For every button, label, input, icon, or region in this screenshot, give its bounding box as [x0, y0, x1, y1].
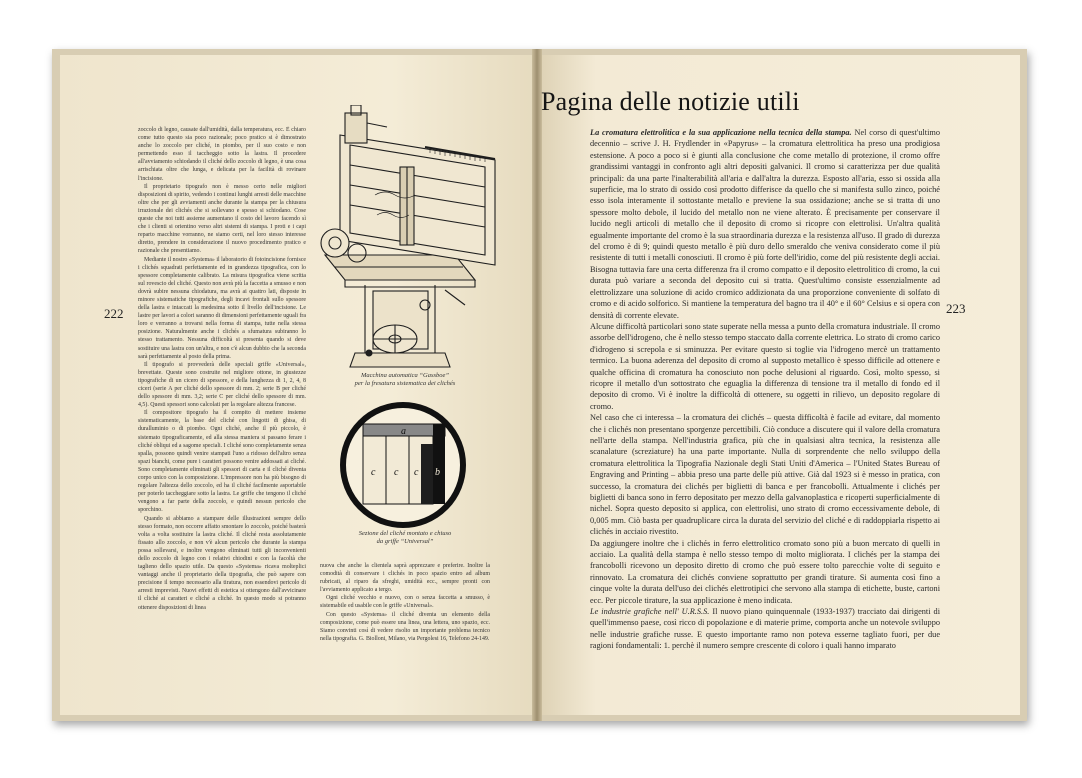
- label-c-2: c: [394, 467, 399, 478]
- page-number-left: 222: [104, 306, 124, 321]
- caption-line: da griffe “Universal”: [376, 538, 434, 545]
- paragraph: Ogni cliché vecchio e nuovo, con o senza faccetta a smusso, è sistemabile ed usabile con le griffe «Universal».: [320, 595, 490, 610]
- article-body: Nel caso che ci interessa – la cromatura dei clichés – questa difficoltà è facile ad evitare, dal momento che i clichés non presentano sporgenze percettibili. Ciò conduce a discutere qui il valore della cromatura nell'arte della stampa. Nell'industria grafica, più che in qualsiasi altra tecnica, la resistenza alle scanalature (screziature) ha una parte importante. Nulla di sorprendente che nello sviluppo della cromatura elettrolitica la Tipografia Nazionale degli Stati Uniti d'America – l'United States Bureau of Engraving and Printing – abbia preso una parte delle più attive. Già dal 1923 si è messo in pratica, con successo, la cromatura dei clichés per biglietti di banca e per francobolli. Attualmente i clichés per biglietti di banca sono in ferro depositato per mezzo della galvanoplastica e ricoperti superficialmente di nichel. Sopra questo deposito si applica, con elettrolisi, uno strato di cromo eccessivamente debole, di 0,005 mm. Ciò basta per quadruplicare circa la durata del servizio del cliché e di raddoppiarla rispetto ai clichés in acciaio rivestito.: [590, 413, 940, 537]
- article-lead: Le industrie grafiche nell' U.R.S.S.: [590, 607, 710, 617]
- paragraph: Il proprietario tipografo non è messo certo nelle migliori disposizioni di spirito, vedendo i continui lunghi arresti delle macchine oltre che per gli avviamenti anche durante la stampa per la chiusura irrazionale dei clichés che si sollevano e spesso si schiodano. Cose queste che noi tutti assieme aumentano il costo del lavoro facendo sì che i clienti si orientino verso altri sistemi di stampa. I proti e i capi reparto macchine vorranno, ne siamo certi, nel loro stesso interesse diretto, prendere in considerazione il nuovo procedimento pratico e razionale che presentiamo.: [138, 183, 306, 255]
- article-paragraph: [590, 127, 940, 321]
- right-column-text: [590, 127, 940, 697]
- left-column-text: [138, 126, 306, 708]
- paragraph: Quando si abbiamo a stampare delle illustrazioni sempre dello stesso formato, non occorre affatto smontare lo zoccolo, poiché basterà volta a volta sostituire la lastra cliché. Il cliché resta assolutamente fissato allo zoccolo, e non v'è alcun pericolo che durante la stampa possa sollevarsi, e inoltre vengono eliminati tutti gli inconvenienti dello zoccolo di legno con i relativi chiodini e con la facoltà che taglieno dello spazio utile. Da questo «Systema» ricava molteplici vantaggi anche il proprietario della tipografia, che può sapere con precisione il tempo necessario alla tiratura, non essendovi pericolo di arresti imprevisti. Nuovi effetti di estetica si ottengono dall'avvicinare il cliché ai caratteri e cliché a cliché. In questo modo si potranno ottenere disposizioni di linea: [138, 515, 306, 611]
- article-body: Da aggiungere inoltre che i clichés in ferro elettrolitico cromato sono più a buon mercato di quelli in acciaio. La qualità della stampa è nello stesso tempo di molto migliorata. I clichés per la stampa dei francobolli ricevono un deposito diretto di cromo che può essere tolto parecchie volte di seguito e rinnovato. La cromatura dei clichés conviene soprattutto per grandi tirature. Si aumenta così fino a cinque volte la durata dell'uso dei clichés elettrotipici che servono alla stampa di etichette, buste, cartoni ecc. Per piccole tirature, la sua applicazione è meno indicata.: [590, 538, 940, 605]
- label-a: a: [401, 426, 406, 437]
- caption-line: Sezione del cliché montato e chiuso: [358, 530, 452, 537]
- caption-line: per la fresatura sistematica dei clichés: [354, 380, 456, 387]
- paragraph: Con questo «Systema» il cliché diventa un elemento della composizione, come può essere una linea, una lettera, uno spazio, ecc. Siamo convinti così di vedere risolto un importante problema tecnico nella tipografia. G. Biolloni, Milano, via Pergolesi 16, Telefono 24-149.: [320, 611, 490, 642]
- label-c-3: c: [414, 467, 419, 478]
- paragraph: Mediante il nostro «Systema» il laboratorio di fotoincisione fornisce i clichés squadrati perfettamente ed in grandezza tipografica, con lo spessore completamente calibrato. La misura tipografica viene scritta sul rovescio del cliché. Questo non avrà più la faccetta a smusso e non dovrà subire nessuna chiodatura, ma avrà ai quattro lati, disposte in minore sistematiche tipografiche, degli incavi frontali sullo spessore della lastra e intaccati la medesima sotto il livello dell'incisione. Le lastre per lavori a colori saranno di dimensioni perfettamente uguali fra loro e verranno a trovarsi nella forma di stampa, tutte nella stessa posizione. Naturalmente anche i clichés a sfumatura subiranno lo stesso trattamento. Nessuna difficoltà si presenta quando si deve sostituire una lastra con un'altra, e non c'è alcun dubbio che la seconda sarà perfettamente al posto della prima.: [138, 256, 306, 360]
- article-paragraph: [590, 321, 940, 412]
- figure-1-caption: [325, 372, 485, 388]
- article-paragraph: [590, 412, 940, 537]
- article-paragraph: [590, 606, 940, 652]
- article-paragraph: [590, 538, 940, 606]
- left-column-2-text: [320, 562, 490, 647]
- article-body: Il nuovo piano quinquennale (1933-1937) tracciato dai dirigenti di quell'immenso paese, così ricco di popolazione e di materie prime, comporta anche un notevole sviluppo nelle industrie grafiche russe. E questo importante ramo non poteva esserne tagliato fuori, per due ragioni fondamentali: 1. perchè il numero sempre crescente di coloro i quali hanno imparato: [590, 607, 940, 651]
- article-body: Nel corso di quest'ultimo decennio – scrive J. H. Frydlender in «Papyrus» – la cromatura elettrolitica ha preso una prodigiosa estensione. A poco a poco si è giunti alla conclusione che come metallo di protezione, il cromo offre grandissimi vantaggi in confronto agli altri depositi galvanici. Il cromo si caratterizza per due qualità principali: da una parte l'inalterabilità all'aria e dall'altra la durezza. Esposto all'aria, esso si ossida alla superficie, ma lo strato di ossido così prodotto differisce da quello che si manifesta sullo zinco, poiché esso isola interamente il sottostante metallo e previene la sua ossidazione; anche se si tratta di uno spessore molto debole, il lucido del metallo non ne viene alterato. È precisamente per conservare il lucido negli articoli di metallo che il deposito di cromo si ricopre con elettrolisi. Un'altra qualità egualmente importante del cromo è la sua straordinaria durezza e la resistenza all'uso. Il grado di durezza del cromo è di 9; quindi questo metallo è più duro dello smeraldo che veniva considerato come il più resistente di tutti i metalli conosciuti. Il cromo è più forte dell'iridio, come del più resistente degli acciai. Bisogna tuttavia fare una certa differenza fra il cromo compatto e il deposito elettrolitico di cromo, la cui durata può variare a seconda del deposito cui si tratta. Quest'ultimo consiste essenzialmente ad elettrolizzare una soluzione di acido cromico addizionata da una proporzione conveniente di solfato di cromo e di acido solforico. Si mantiene la temperatura del bagno tra il 40° e il 60° Celsius e si opera con densità di corrente elevate.: [590, 128, 940, 320]
- article-lead: La cromatura elettrolitica e la sua applicazione nella tecnica della stampa.: [590, 128, 852, 137]
- paragraph: zoccolo di legno, causate dall'umidità, dalla temperatura, ecc. È chiaro come tutto questo sia poco razionale; poco pratico si è dimostrato anche lo zoccolo per cliché, in piombo, per il suo costo e non permettendo esso il taccheggio sotto la lastra. Il procedere all'avviamento schiodando il cliché dello zoccolo di legno, è una cosa arrischiata oltre che lunga, e delicata per la facilità di rovinare l'incisione.: [138, 127, 306, 182]
- page-number-right: 223: [946, 301, 966, 316]
- article-body: Alcune difficoltà particolari sono state superate nella messa a punto della cromatura industriale. Il cromo assorbe dell'idrogeno, che è nello stesso tempo staccato dalla corrente elettrica. Lo strato di cromo carico d'idrogeno si screpola e si sminuzza. Per evitare questo si toglie via l'idrogeno mercè un trattamento termico. La buona aderenza del deposito di cromo al supposto metallico è spesso difficile ad ottenere e qualche officina di cromatura ha conosciuto non poche delusioni al riguardo. Così, molto spesso, si ricopre il metallo d'un sottostrato che eguaglia la differenza di tensione tra il metallo di fondo ed il deposito di cromo. Vi è inoltre la difficoltà di ottenere, su oggetti in rilievo, un deposito regolare di cromo.: [590, 321, 940, 411]
- book-gutter: [532, 49, 542, 721]
- milling-machine-illustration: [305, 105, 505, 375]
- label-c-1: c: [371, 467, 376, 478]
- caption-line: Macchina automatica “Gassboe”: [360, 372, 450, 379]
- cliche-section-diagram: [338, 400, 468, 530]
- paragraph: Il tipografo si provvederà delle speciali griffe «Universal», brevettate. Queste sono costruite nel migliore ottone, in giustezze tipografiche di un cicero di spessore, e della lunghezza di 1, 2, 4, 8 ciceri (serie A per cliché dello spessore di mm. 2; serie B per cliché dello spessore di mm. 3,2; serie C per cliché dello spessore di mm. 4,5). Questi spessori sono calcolati per la regolare altezza francese.: [138, 361, 306, 409]
- figure-2-caption: [330, 530, 480, 546]
- label-b: b: [435, 467, 440, 478]
- page-title: Pagina delle notizie utili: [541, 87, 800, 116]
- paragraph: Il compositore tipografo ha il compito di mettere insieme sistematicamente, la base del cliché con lingotti di ghisa, di duralluminio o di piombo. Ogni cliché, anche il più piccolo, è sistemato tipograficamente, ed alla stessa maniera si passano ferare i cliché obliqui ed a sagome speciali. I cliché sono completamente senza spalla, possono quindi venire stampati l'uno a ridosso dell'altro senza spazi bianchi, come pure i caratteri possono venire addossati ai cliché. Sono completamente eliminati gli spessori di carta e il cliché diventa corpo unico con la composizione. L'impressore non ha più bisogno di regolare l'altezza dello zoccolo, ed ha il cliché facilmente asportabile per poterlo taccheggiare sotto la lastra. Le griffe che tengono il cliché vengono a far parte della zoccolo, e quindi nessun pericolo che sporchino.: [138, 410, 306, 514]
- paragraph: nuova che anche la clientela saprà apprezzare e preferire. Inoltre la comodità di conservare i clichés in poco spazio entro ad album rubricati, al riparo da sfreghi, umidità ecc., sempre pronti con l'avviamento applicato a tergo.: [320, 563, 490, 594]
